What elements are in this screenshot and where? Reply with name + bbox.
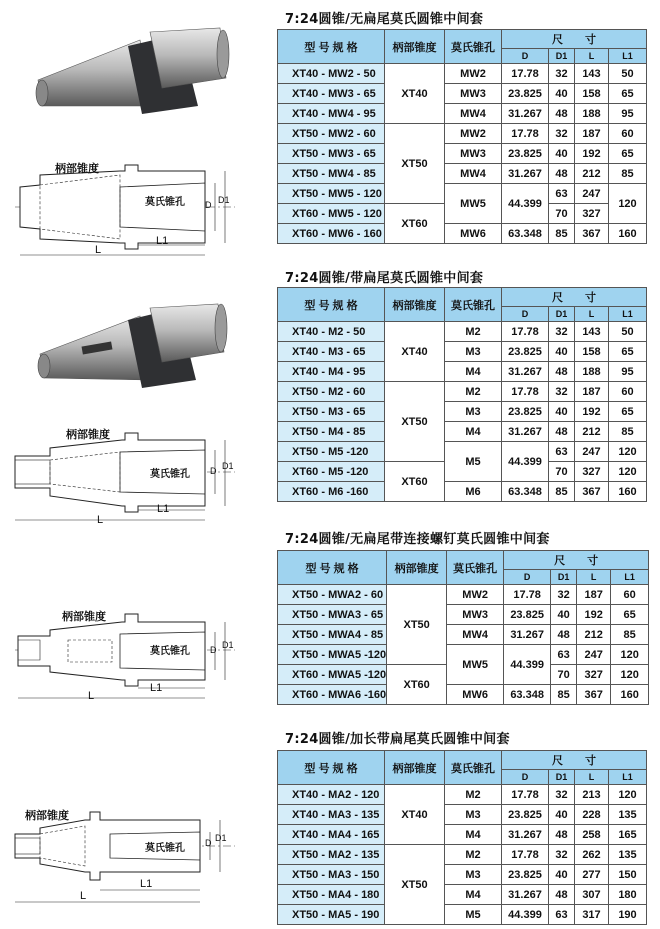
header-morse: 莫氏锥孔 (447, 551, 504, 585)
model-cell: XT40 - MA3 - 135 (278, 805, 385, 825)
spec-table (277, 29, 647, 244)
header-model: 型 号 规 格 (278, 551, 387, 585)
d1-cell: 48 (549, 164, 575, 184)
header-dims: 尺 寸 (502, 288, 647, 307)
l-cell: 187 (577, 585, 611, 605)
l-cell: 247 (575, 184, 609, 204)
header-model: 型 号 规 格 (278, 288, 385, 322)
product-photo (32, 294, 232, 394)
l-cell: 327 (575, 204, 609, 224)
d-cell: 17.78 (502, 322, 549, 342)
mt-cell: M4 (445, 885, 502, 905)
header-d1: D1 (549, 307, 575, 322)
header-dims: 尺 寸 (502, 751, 647, 770)
l1-cell: 85 (609, 164, 647, 184)
table-row (278, 585, 649, 605)
shank-taper-label: 柄部锥度 (25, 809, 69, 822)
l-cell: 247 (577, 645, 611, 665)
model-cell: XT60 - M5 -120 (278, 462, 385, 482)
header-d: D (502, 49, 549, 64)
shank-taper-label: 柄部锥度 (55, 162, 99, 175)
mt-cell: MW3 (447, 605, 504, 625)
taper-cell: XT60 (387, 665, 447, 705)
l-cell: 307 (575, 885, 609, 905)
header-taper: 柄部锥度 (385, 30, 445, 64)
table-row (278, 224, 647, 244)
d-cell: 31.267 (502, 104, 549, 124)
mt-cell: M3 (445, 402, 502, 422)
mt-cell: M5 (445, 905, 502, 925)
mt-cell: M5 (445, 442, 502, 482)
header-d1: D1 (549, 49, 575, 64)
l1-cell: 85 (609, 422, 647, 442)
d-cell: 63.348 (502, 224, 549, 244)
d1-cell: 48 (549, 422, 575, 442)
mt-cell: M3 (445, 805, 502, 825)
l-cell: 192 (575, 144, 609, 164)
l1-cell: 60 (609, 124, 647, 144)
l-cell: 327 (575, 462, 609, 482)
l1-cell: 65 (609, 144, 647, 164)
table-row (278, 322, 647, 342)
d1-cell: 32 (549, 382, 575, 402)
model-cell: XT50 - M4 - 85 (278, 422, 385, 442)
d1-cell: 48 (549, 104, 575, 124)
section-title: 7:24圆锥/无扁尾带连接螺钉莫氏圆锥中间套 (285, 532, 550, 547)
taper-cell: XT60 (385, 462, 445, 502)
header-morse: 莫氏锥孔 (445, 30, 502, 64)
model-cell: XT50 - M2 - 60 (278, 382, 385, 402)
shank-taper-label: 柄部锥度 (62, 610, 106, 623)
table-row (278, 382, 647, 402)
header-d: D (502, 770, 549, 785)
dim-d1-label: D1 (222, 461, 234, 471)
taper-cell: XT50 (385, 124, 445, 204)
header-l: L (575, 770, 609, 785)
model-cell: XT40 - MW3 - 65 (278, 84, 385, 104)
table-row (278, 645, 649, 665)
table-row (278, 342, 647, 362)
mt-cell: MW4 (445, 164, 502, 184)
l-cell: 367 (575, 224, 609, 244)
header-l1: L1 (609, 49, 647, 64)
d-cell: 31.267 (504, 625, 551, 645)
model-cell: XT50 - M5 -120 (278, 442, 385, 462)
dim-l1-label: L1 (150, 682, 163, 694)
l1-cell: 160 (609, 224, 647, 244)
mt-cell: MW4 (447, 625, 504, 645)
d1-cell: 40 (549, 84, 575, 104)
header-l1: L1 (611, 570, 649, 585)
table-row (278, 144, 647, 164)
model-cell: XT40 - MW2 - 50 (278, 64, 385, 84)
model-cell: XT50 - MWA4 - 85 (278, 625, 387, 645)
table-row (278, 402, 647, 422)
table-row (278, 422, 647, 442)
d1-cell: 32 (549, 785, 575, 805)
section-title: 7:24圆锥/无扁尾莫氏圆锥中间套 (285, 12, 484, 27)
morse-hole-label: 莫氏锥孔 (150, 469, 190, 480)
table-row (278, 865, 647, 885)
mt-cell: MW5 (447, 645, 504, 685)
d-cell: 17.78 (502, 785, 549, 805)
l1-cell: 50 (609, 322, 647, 342)
table-row (278, 84, 647, 104)
dim-d1-label: D1 (218, 195, 230, 205)
dim-d-label: D (205, 838, 212, 848)
d-cell: 17.78 (502, 124, 549, 144)
taper-cell: XT40 (385, 785, 445, 845)
dim-l1-label: L1 (140, 878, 153, 890)
table-row (278, 104, 647, 124)
section-2 (0, 262, 660, 526)
cross-section-drawing (10, 618, 240, 718)
d-cell: 23.825 (502, 805, 549, 825)
model-cell: XT40 - M3 - 65 (278, 342, 385, 362)
d1-cell: 70 (551, 665, 577, 685)
header-morse: 莫氏锥孔 (445, 751, 502, 785)
d1-cell: 32 (549, 845, 575, 865)
spec-table (277, 287, 647, 502)
d1-cell: 32 (551, 585, 577, 605)
l1-cell: 160 (609, 482, 647, 502)
model-cell: XT50 - MA4 - 180 (278, 885, 385, 905)
d-cell: 63.348 (502, 482, 549, 502)
taper-cell: XT40 (385, 64, 445, 124)
l-cell: 187 (575, 382, 609, 402)
section-4 (0, 720, 660, 929)
d1-cell: 32 (549, 322, 575, 342)
mt-cell: MW3 (445, 144, 502, 164)
mt-cell: M2 (445, 785, 502, 805)
model-cell: XT50 - M3 - 65 (278, 402, 385, 422)
model-cell: XT40 - MA2 - 120 (278, 785, 385, 805)
d1-cell: 63 (549, 184, 575, 204)
d-cell: 23.825 (502, 865, 549, 885)
mt-cell: M4 (445, 362, 502, 382)
l1-cell: 135 (609, 845, 647, 865)
morse-hole-label: 莫氏锥孔 (145, 843, 185, 854)
table-row (278, 845, 647, 865)
d-cell: 23.825 (502, 402, 549, 422)
l1-cell: 120 (609, 785, 647, 805)
model-cell: XT60 - MW5 - 120 (278, 204, 385, 224)
dim-d1-label: D1 (222, 640, 234, 650)
header-dims: 尺 寸 (504, 551, 649, 570)
header-d: D (502, 307, 549, 322)
model-cell: XT40 - MA4 - 165 (278, 825, 385, 845)
table-row (278, 442, 647, 462)
d-cell: 44.399 (502, 184, 549, 224)
l-cell: 188 (575, 362, 609, 382)
header-d1: D1 (551, 570, 577, 585)
mt-cell: MW2 (447, 585, 504, 605)
d-cell: 31.267 (502, 362, 549, 382)
header-model: 型 号 规 格 (278, 30, 385, 64)
product-photo (30, 18, 230, 128)
l-cell: 158 (575, 84, 609, 104)
d1-cell: 48 (549, 825, 575, 845)
d1-cell: 40 (549, 865, 575, 885)
model-cell: XT40 - MW4 - 95 (278, 104, 385, 124)
d-cell: 31.267 (502, 885, 549, 905)
table-row (278, 685, 649, 705)
l-cell: 317 (575, 905, 609, 925)
cross-section-drawing (10, 430, 240, 530)
l1-cell: 85 (611, 625, 649, 645)
table-row (278, 605, 649, 625)
section-title: 7:24圆锥/带扁尾莫氏圆锥中间套 (285, 271, 484, 286)
mt-cell: M2 (445, 845, 502, 865)
mt-cell: M2 (445, 322, 502, 342)
l1-cell: 150 (609, 865, 647, 885)
section-title: 7:24圆锥/加长带扁尾莫氏圆锥中间套 (285, 732, 510, 747)
mt-cell: MW5 (445, 184, 502, 224)
mt-cell: M3 (445, 342, 502, 362)
dim-d-label: D (210, 466, 217, 476)
model-cell: XT50 - MWA3 - 65 (278, 605, 387, 625)
header-taper: 柄部锥度 (387, 551, 447, 585)
d-cell: 31.267 (502, 825, 549, 845)
model-cell: XT60 - MWA6 -160 (278, 685, 387, 705)
header-l: L (577, 570, 611, 585)
table-row (278, 905, 647, 925)
mt-cell: MW4 (445, 104, 502, 124)
header-l1: L1 (609, 770, 647, 785)
l1-cell: 60 (611, 585, 649, 605)
table-row (278, 184, 647, 204)
d1-cell: 70 (549, 204, 575, 224)
table-row (278, 362, 647, 382)
l1-cell: 120 (609, 442, 647, 462)
table-row (278, 805, 647, 825)
mt-cell: M3 (445, 865, 502, 885)
l1-cell: 65 (609, 402, 647, 422)
l-cell: 262 (575, 845, 609, 865)
l1-cell: 60 (609, 382, 647, 402)
l-cell: 367 (577, 685, 611, 705)
model-cell: XT60 - M6 -160 (278, 482, 385, 502)
d1-cell: 63 (549, 442, 575, 462)
model-cell: XT50 - MA5 - 190 (278, 905, 385, 925)
taper-cell: XT50 (385, 845, 445, 925)
header-taper: 柄部锥度 (385, 751, 445, 785)
d-cell: 17.78 (502, 382, 549, 402)
d1-cell: 85 (549, 482, 575, 502)
d1-cell: 63 (551, 645, 577, 665)
d-cell: 23.825 (502, 84, 549, 104)
d1-cell: 40 (549, 342, 575, 362)
l1-cell: 165 (609, 825, 647, 845)
dim-l-label: L (80, 890, 87, 902)
table-row (278, 825, 647, 845)
l-cell: 192 (577, 605, 611, 625)
table-row (278, 885, 647, 905)
d1-cell: 40 (549, 402, 575, 422)
header-l: L (575, 307, 609, 322)
l-cell: 188 (575, 104, 609, 124)
dim-d-label: D (205, 200, 212, 210)
d-cell: 23.825 (504, 605, 551, 625)
header-dims: 尺 寸 (502, 30, 647, 49)
dim-d1-label: D1 (215, 833, 227, 843)
d1-cell: 32 (549, 124, 575, 144)
l-cell: 212 (577, 625, 611, 645)
d1-cell: 40 (549, 144, 575, 164)
l-cell: 212 (575, 164, 609, 184)
d1-cell: 48 (549, 362, 575, 382)
model-cell: XT40 - M4 - 95 (278, 362, 385, 382)
d1-cell: 63 (549, 905, 575, 925)
l1-cell: 120 (609, 462, 647, 482)
d-cell: 23.825 (502, 144, 549, 164)
l1-cell: 135 (609, 805, 647, 825)
table-row (278, 124, 647, 144)
section-3 (0, 520, 660, 720)
mt-cell: M6 (445, 482, 502, 502)
header-d1: D1 (549, 770, 575, 785)
spec-table (277, 750, 647, 925)
header-d: D (504, 570, 551, 585)
dim-l1-label: L1 (157, 503, 170, 515)
dim-l1-label: L1 (156, 235, 169, 247)
d-cell: 17.78 (502, 845, 549, 865)
mt-cell: MW2 (445, 64, 502, 84)
morse-hole-label: 莫氏锥孔 (150, 646, 190, 657)
l1-cell: 160 (611, 685, 649, 705)
morse-hole-label: 莫氏锥孔 (145, 197, 185, 208)
mt-cell: M2 (445, 382, 502, 402)
d1-cell: 32 (549, 64, 575, 84)
model-cell: XT60 - MW6 - 160 (278, 224, 385, 244)
mt-cell: M4 (445, 422, 502, 442)
taper-cell: XT50 (387, 585, 447, 665)
d-cell: 44.399 (504, 645, 551, 685)
table-row (278, 482, 647, 502)
d1-cell: 40 (551, 605, 577, 625)
model-cell: XT50 - MW3 - 65 (278, 144, 385, 164)
l1-cell: 120 (609, 184, 647, 224)
table-row (278, 164, 647, 184)
taper-cell: XT50 (385, 382, 445, 462)
d-cell: 63.348 (504, 685, 551, 705)
dim-l-label: L (88, 690, 95, 702)
header-taper: 柄部锥度 (385, 288, 445, 322)
d-cell: 17.78 (504, 585, 551, 605)
taper-cell: XT40 (385, 322, 445, 382)
l-cell: 212 (575, 422, 609, 442)
model-cell: XT60 - MWA5 -120 (278, 665, 387, 685)
d1-cell: 40 (549, 805, 575, 825)
d-cell: 31.267 (502, 164, 549, 184)
d1-cell: 85 (549, 224, 575, 244)
l1-cell: 190 (609, 905, 647, 925)
l-cell: 228 (575, 805, 609, 825)
l-cell: 213 (575, 785, 609, 805)
mt-cell: MW6 (447, 685, 504, 705)
mt-cell: M4 (445, 825, 502, 845)
model-cell: XT50 - MW4 - 85 (278, 164, 385, 184)
l-cell: 158 (575, 342, 609, 362)
model-cell: XT50 - MA3 - 150 (278, 865, 385, 885)
l1-cell: 65 (611, 605, 649, 625)
l1-cell: 65 (609, 84, 647, 104)
cross-section-drawing (10, 155, 240, 265)
taper-cell: XT60 (385, 204, 445, 244)
mt-cell: MW2 (445, 124, 502, 144)
table-row (278, 625, 649, 645)
shank-taper-label: 柄部锥度 (66, 428, 110, 441)
l-cell: 187 (575, 124, 609, 144)
d-cell: 44.399 (502, 442, 549, 482)
model-cell: XT50 - MWA2 - 60 (278, 585, 387, 605)
l-cell: 143 (575, 64, 609, 84)
d-cell: 23.825 (502, 342, 549, 362)
l1-cell: 120 (611, 665, 649, 685)
l1-cell: 180 (609, 885, 647, 905)
d-cell: 17.78 (502, 64, 549, 84)
l1-cell: 50 (609, 64, 647, 84)
dim-d-label: D (210, 645, 217, 655)
cross-section-drawing (10, 810, 240, 910)
model-cell: XT50 - MWA5 -120 (278, 645, 387, 665)
d1-cell: 48 (549, 885, 575, 905)
model-cell: XT50 - MW2 - 60 (278, 124, 385, 144)
l-cell: 192 (575, 402, 609, 422)
mt-cell: MW6 (445, 224, 502, 244)
l1-cell: 95 (609, 104, 647, 124)
d1-cell: 70 (549, 462, 575, 482)
spec-table (277, 550, 649, 705)
model-cell: XT50 - MA2 - 135 (278, 845, 385, 865)
l-cell: 367 (575, 482, 609, 502)
header-model: 型 号 规 格 (278, 751, 385, 785)
model-cell: XT40 - M2 - 50 (278, 322, 385, 342)
header-morse: 莫氏锥孔 (445, 288, 502, 322)
l-cell: 258 (575, 825, 609, 845)
model-cell: XT50 - MW5 - 120 (278, 184, 385, 204)
d-cell: 44.399 (502, 905, 549, 925)
table-row (278, 785, 647, 805)
l-cell: 327 (577, 665, 611, 685)
d1-cell: 48 (551, 625, 577, 645)
d1-cell: 85 (551, 685, 577, 705)
d-cell: 31.267 (502, 422, 549, 442)
table-row (278, 64, 647, 84)
l-cell: 247 (575, 442, 609, 462)
dim-l-label: L (95, 244, 102, 256)
header-l: L (575, 49, 609, 64)
l1-cell: 120 (611, 645, 649, 665)
dim-l-label: L (97, 514, 104, 526)
section-1 (0, 0, 660, 262)
mt-cell: MW3 (445, 84, 502, 104)
l-cell: 143 (575, 322, 609, 342)
l-cell: 277 (575, 865, 609, 885)
header-l1: L1 (609, 307, 647, 322)
l1-cell: 95 (609, 362, 647, 382)
l1-cell: 65 (609, 342, 647, 362)
